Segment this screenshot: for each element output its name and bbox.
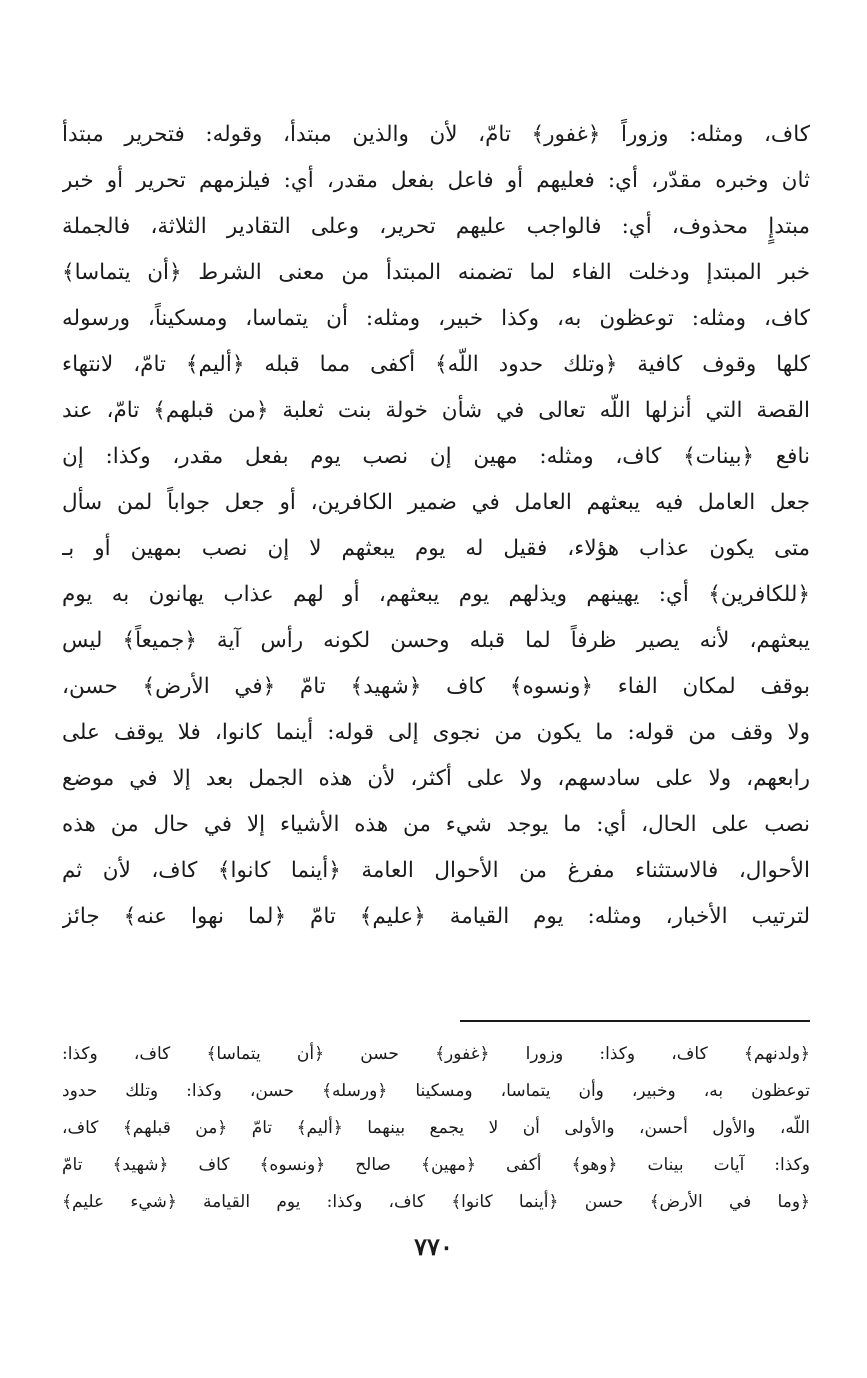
text-line: مبتدإٍ محذوف، أي: فالواجب عليهم تحرير، وعلى التقادير الثلاثة، فالجملة <box>62 214 810 239</box>
footnote-divider <box>460 1020 810 1022</box>
text-line: خبر المبتدإ ودخلت الفاء لما تضمنه المبتدأ من معنى الشرط ﴿أن يتماسا﴾ <box>62 260 810 285</box>
text-line: متى يكون عذاب هؤلاء، فقيل له يوم يبعثهم لا إن نصب بمهين أو بـ <box>62 536 810 561</box>
footnote-line: ﴿وما في الأرض﴾ حسن ﴿أينما كانوا﴾ كاف، وكذا: يوم القيامة ﴿شيء عليم﴾ <box>62 1192 810 1212</box>
text-line: رابعهم، ولا على سادسهم، ولا على أكثر، لأن هذه الجمل بعد إلا في موضع <box>62 766 810 791</box>
text-line: الأحوال، فالاستثناء مفرغ من الأحوال العامة ﴿أينما كانوا﴾ كاف، لأن ثم <box>62 858 810 883</box>
text-line: يبعثهم، لأنه يصير ظرفاً لما قبله وحسن لكونه رأس آية ﴿جميعاً﴾ ليس <box>62 628 810 653</box>
main-text-body <box>62 112 810 940</box>
text-line: ثان وخبره مقدّر، أي: فعليهم أو فاعل بفعل مقدر، أي: فيلزمهم تحرير أو خبر <box>62 168 810 193</box>
text-line: بوقف لمكان الفاء ﴿ونسوه﴾ كاف ﴿شهيد﴾ تامّ ﴿في الأرض﴾ حسن، <box>62 674 810 699</box>
text-line: القصة التي أنزلها اللّه تعالى في شأن خولة بنت ثعلبة ﴿من قبلهم﴾ تامّ، عند <box>62 398 810 423</box>
footnote-line: وكذا: آيات بينات ﴿وهو﴾ أكفى ﴿مهين﴾ صالح ﴿ونسوه﴾ كاف ﴿شهيد﴾ تامّ <box>62 1155 810 1175</box>
text-line: نافع ﴿بينات﴾ كاف، ومثله: مهين إن نصب يوم بفعل مقدر، وكذا: إن <box>62 444 810 469</box>
text-line: نصب على الحال، أي: ما يوجد شيء من هذه الأشياء إلا في حال من هذه <box>62 812 810 837</box>
footnote-line: توعظون به، وخبير، وأن يتماسا، ومسكينا ﴿ورسله﴾ حسن، وكذا: وتلك حدود <box>62 1081 810 1101</box>
text-line: ﴿للكافرين﴾ أي: يهينهم ويذلهم يوم يبعثهم، أو لهم عذاب يهانون به يوم <box>62 582 810 607</box>
text-line: كاف، ومثله: وزوراً ﴿غفور﴾ تامّ، لأن والذين مبتدأ، وقوله: فتحرير مبتدأ <box>62 122 810 147</box>
text-line: ولا وقف من قوله: ما يكون من نجوى إلى قوله: أينما كانوا، فلا يوقف على <box>62 720 810 745</box>
footnote-line: ﴿ولدنهم﴾ كاف، وكذا: وزورا ﴿غفور﴾ حسن ﴿أن يتماسا﴾ كاف، وكذا: <box>62 1044 810 1064</box>
text-line: لترتيب الأخبار، ومثله: يوم القيامة ﴿عليم﴾ تامّ ﴿لما نهوا عنه﴾ جائز <box>62 904 810 929</box>
footnote-line: اللّه، والأول أحسن، والأولى أن لا يجمع بينهما ﴿أليم﴾ تامّ ﴿من قبلهم﴾ كاف، <box>62 1118 810 1138</box>
page-number: ٧٧٠ <box>414 1232 453 1261</box>
text-line: جعل العامل فيه يبعثهم العامل في ضمير الكافرين، أو جعل جواباً لمن سأل <box>62 490 810 515</box>
footnotes-section <box>62 1036 810 1221</box>
text-line: كاف، ومثله: توعظون به، وكذا خبير، ومثله: أن يتماسا، ومسكيناً، ورسوله <box>62 306 810 331</box>
text-line: كلها وقوف كافية ﴿وتلك حدود اللّه﴾ أكفى مما قبله ﴿أليم﴾ تامّ، لانتهاء <box>62 352 810 377</box>
